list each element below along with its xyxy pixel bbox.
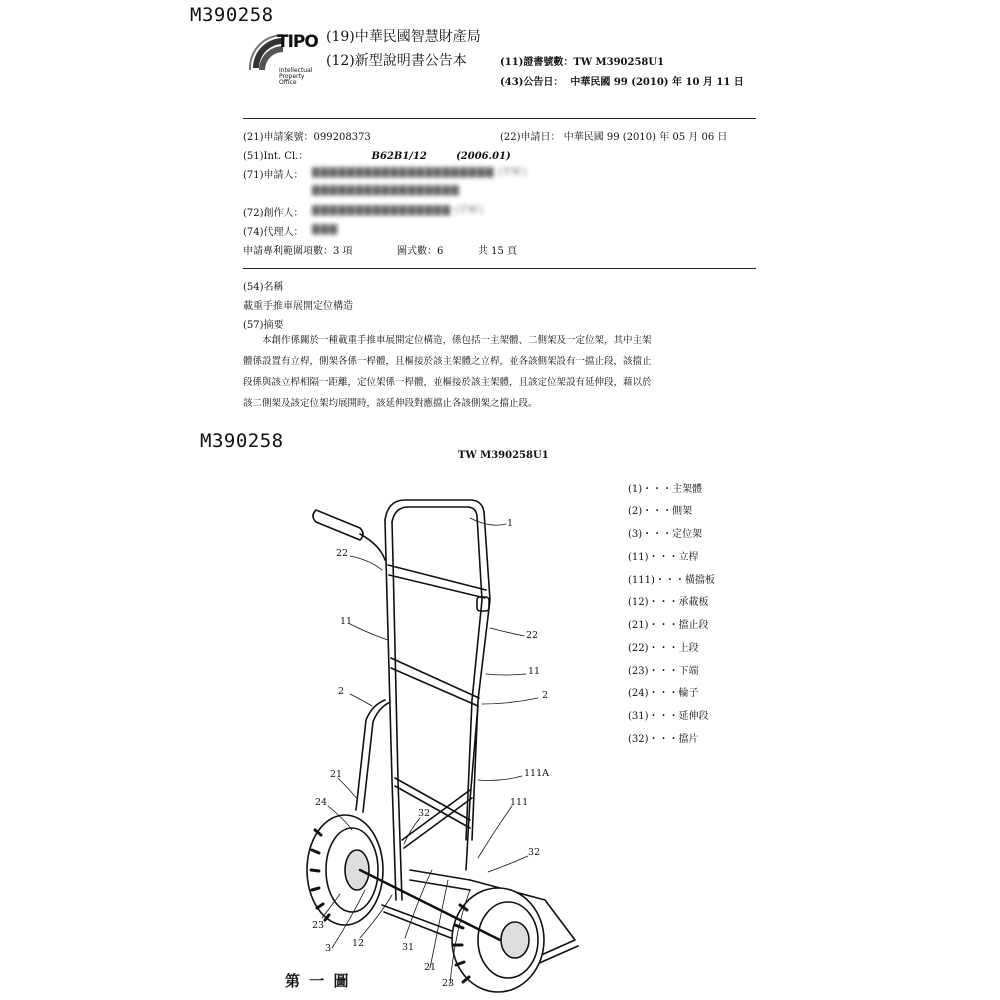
ref-label: 2 bbox=[338, 686, 345, 697]
publication-date: (43)公告日： 中華民國 99 (2010) 年 10 月 11 日 bbox=[500, 77, 744, 88]
legend-item: (23)・・・下端 bbox=[628, 666, 699, 677]
agent-label: (74)代理人： bbox=[243, 227, 304, 238]
application-date: (22)申請日： 中華民國 99 (2010) 年 05 月 06 日 bbox=[500, 132, 728, 143]
ref-label: 11 bbox=[340, 616, 353, 627]
ref-label: 12 bbox=[352, 938, 365, 949]
abstract-line: 該二側架及該定位架均展開時，該延伸段對應擋止各該側架之擋止段。 bbox=[243, 398, 538, 409]
abstract-line: 本創作係關於一種載重手推車展開定位構造，係包括一主架體、二側架及一定位架，其中主架 bbox=[262, 335, 652, 346]
drawing-header: TW M390258U1 bbox=[458, 450, 549, 461]
handle-grip bbox=[313, 510, 363, 540]
ref-label: 22 bbox=[336, 548, 349, 559]
application-number: (21)申請案號：099208373 bbox=[243, 132, 371, 143]
applicant-address-redacted: ▇▇▇▇▇▇▇▇▇▇▇▇▇▇▇▇▇ bbox=[312, 185, 460, 196]
side-frame-left bbox=[356, 700, 385, 810]
abstract-label: (57)摘要 bbox=[243, 320, 284, 331]
agent-name-redacted: ▇▇▇ bbox=[312, 224, 339, 235]
ref-label: 32 bbox=[418, 808, 431, 819]
publication-type: (12)新型說明書公告本 bbox=[326, 53, 467, 69]
legend-item: (12)・・・承載板 bbox=[628, 597, 709, 608]
abstract-line: 體係設置有立桿，側架各係一桿體，且樞接於該主架體之立桿，並各該側架設有一擋止段，該擋止 bbox=[243, 356, 652, 367]
ref-label: 21 bbox=[330, 769, 343, 780]
patent-number-mid: M390258 bbox=[200, 430, 284, 452]
legend-item: (11)・・・立桿 bbox=[628, 552, 699, 563]
ref-label: 11 bbox=[528, 666, 541, 677]
title-label: (54)名稱 bbox=[243, 282, 284, 293]
left-wheel bbox=[307, 815, 383, 925]
pages-count: 共 15 頁 bbox=[478, 246, 518, 257]
ref-label: 31 bbox=[402, 942, 415, 953]
ref-label: 23 bbox=[312, 920, 325, 931]
legend-item: (22)・・・上段 bbox=[628, 643, 699, 654]
legend-item: (2)・・・側架 bbox=[628, 506, 693, 517]
ref-label: 111A bbox=[524, 768, 549, 779]
logo-text: TIPO bbox=[277, 32, 318, 52]
creator-label: (72)創作人： bbox=[243, 208, 304, 219]
ref-label: 23 bbox=[442, 978, 455, 989]
ref-label: 3 bbox=[325, 943, 332, 954]
ref-label: 111 bbox=[510, 797, 529, 808]
legend-item: (21)・・・擋止段 bbox=[628, 620, 709, 631]
applicant-label: (71)申請人： bbox=[243, 170, 304, 181]
legend-item: (111)・・・橫擋板 bbox=[628, 575, 715, 586]
patent-number-top: M390258 bbox=[190, 4, 274, 26]
ref-label: 2 bbox=[542, 690, 549, 701]
abstract-line: 段係與該立桿相隔一距離，定位架係一桿體，並樞接於該主架體，且該定位架設有延伸段，藉以於 bbox=[243, 377, 652, 388]
logo-subtitle: Intellectual Property Office bbox=[279, 67, 313, 86]
legend-item: (31)・・・延伸段 bbox=[628, 711, 709, 722]
ref-label: 1 bbox=[507, 518, 514, 529]
office-name: (19)中華民國智慧財產局 bbox=[326, 29, 481, 45]
legend-item: (1)・・・主架體 bbox=[628, 484, 703, 495]
ref-label: 21 bbox=[424, 962, 437, 973]
ref-label: 32 bbox=[528, 847, 541, 858]
int-cl: (51)Int. Cl.： B62B1/12 (2006.01) bbox=[243, 151, 511, 162]
ref-label: 24 bbox=[315, 797, 328, 808]
legend-item: (3)・・・定位架 bbox=[628, 529, 703, 540]
claims-count: 申請專利範圍項數：3 項 bbox=[243, 246, 353, 257]
ref-label: 22 bbox=[526, 630, 539, 641]
legend-item: (24)・・・輪子 bbox=[628, 688, 699, 699]
positioning-frame bbox=[402, 790, 472, 848]
figure-caption: 第 一 圖 bbox=[285, 972, 351, 990]
certificate-number: (11)證書號數：TW M390258U1 bbox=[500, 57, 665, 68]
legend-item: (32)・・・擋片 bbox=[628, 734, 699, 745]
applicant-name-redacted: ▇▇▇▇▇▇▇▇▇▇▇▇▇▇▇▇▇▇▇▇▇ (TW) bbox=[312, 167, 528, 178]
figures-count: 圖式數：6 bbox=[397, 246, 444, 257]
creator-name-redacted: ▇▇▇▇▇▇▇▇▇▇▇▇▇▇▇▇ (TW) bbox=[312, 205, 484, 216]
title: 載重手推車展開定位構造 bbox=[243, 301, 353, 312]
